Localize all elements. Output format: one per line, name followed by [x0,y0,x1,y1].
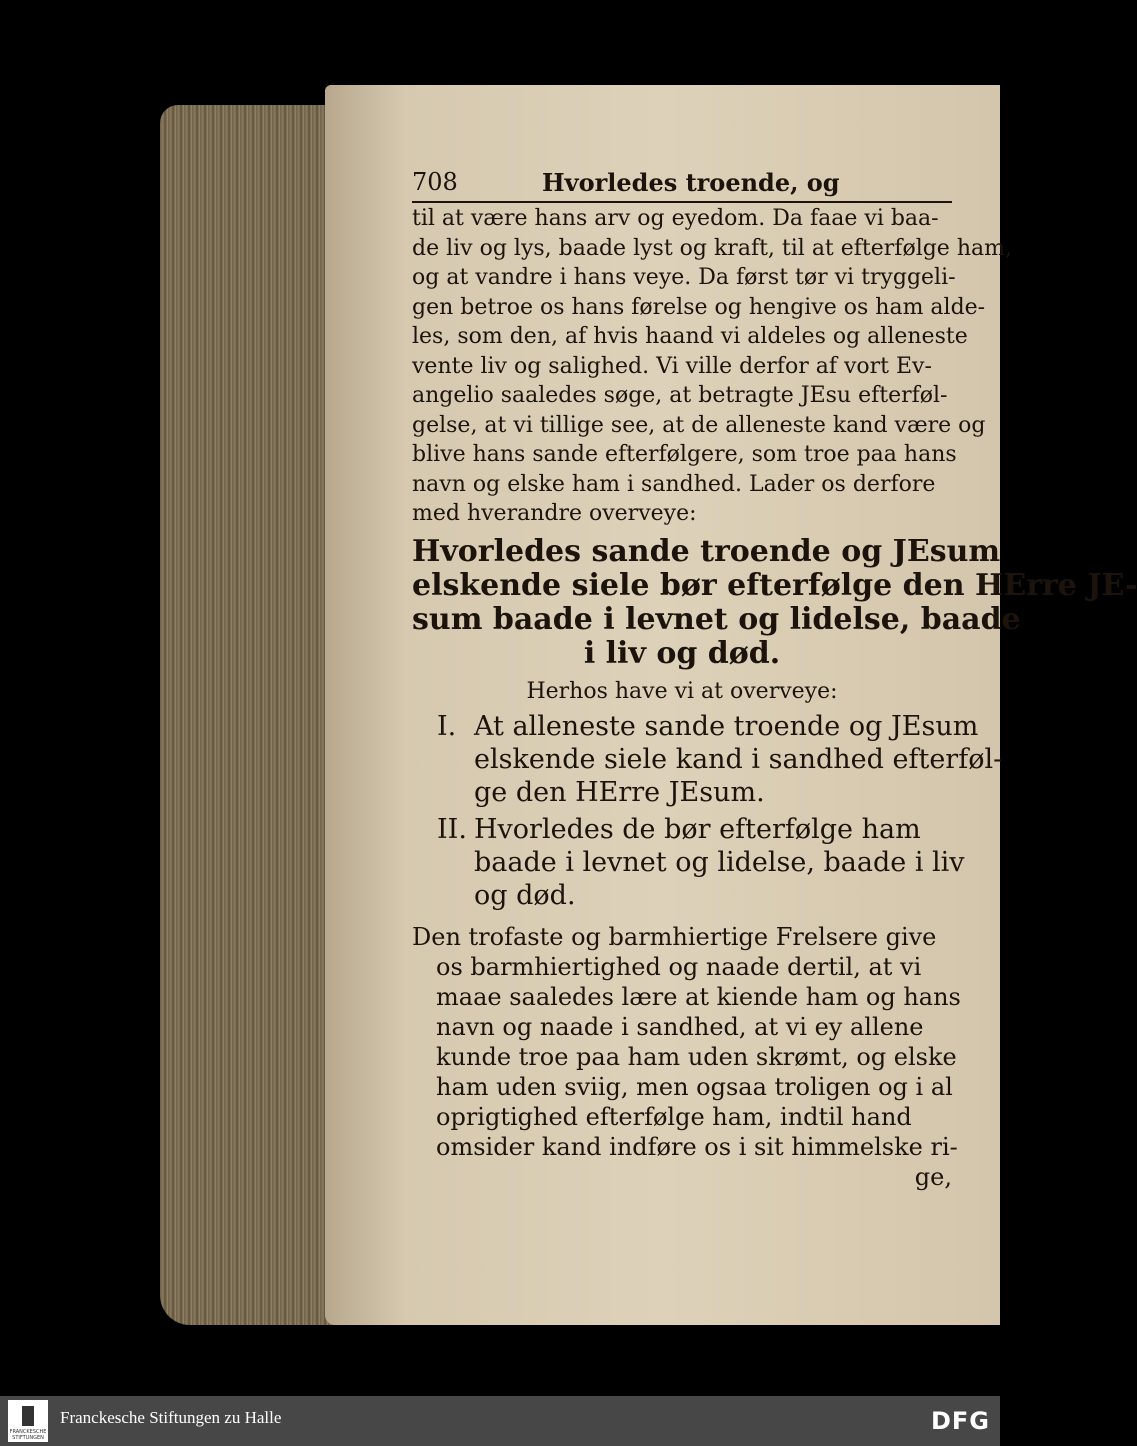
list-item [412,813,965,912]
section-heading [412,533,1137,671]
page-header [412,168,952,204]
text-line: med hverandre overveye: [412,501,697,526]
dfg-logo[interactable]: DFG [930,1407,990,1435]
institution-name[interactable]: Franckesche Stiftungen zu Halle [60,1408,282,1427]
text-line: og at vandre i hans veye. Da først tør vi tryggeli- [412,265,956,290]
text-line: vente liv og salighed. Vi ville derfor af vort Ev- [412,353,932,379]
text-line: maae saaledes lære at kiende ham og hans [436,982,961,1011]
page-number: 708 [412,168,458,196]
heading-line: elskende siele bør efterfølge den HErre JE- [412,567,1137,603]
item-line: Hvorledes de bør efterfølge ham [474,813,921,845]
item-label: I. [437,710,457,742]
institution-logo[interactable] [8,1400,48,1442]
text-line: omsider kand indføre os i sit himmelske ri- [436,1132,958,1161]
item-line: elskende siele kand i sandhed efterføl- [474,743,1003,775]
text-line: blive hans sande efterfølgere, som troe paa hans [412,442,957,467]
list-item [412,710,1003,809]
item-label: II. [437,813,467,845]
running-title: Hvorledes troende, og [542,168,840,197]
text-line: gen betroe os hans førelse og hengive os ham alde- [412,294,986,320]
item-line: baade i levnet og lidelse, baade i liv [474,846,965,878]
text-line: les, som den, af hvis haand vi aldeles og alleneste [412,324,968,349]
logo-text: FRANCKESCHE STIFTUNGEN [9,1429,47,1441]
closing-paragraph [412,922,961,1192]
heading-line: i liv og død. [583,635,781,671]
text-line: ham uden sviig, men ogsaa troligen og i al [436,1072,953,1101]
text-line: Den trofaste og barmhiertige Frelsere give [412,922,937,951]
text-line: os barmhiertighed og naade dertil, at vi [436,952,922,981]
footer-bar [0,1396,1000,1446]
subheading: Herhos have vi at overveye: [526,678,838,704]
item-line: At alleneste sande troende og JEsum [474,710,979,742]
building-icon [22,1406,34,1426]
text-line: angelio saaledes søge, at betragte JEsu efterføl- [412,383,948,408]
text-line: de liv og lys, baade lyst og kraft, til at efterfølge ham, [412,235,1012,261]
text-line: kunde troe paa ham uden skrømt, og elske [436,1042,957,1071]
text-line: oprigtighed efterfølge ham, indtil hand [436,1102,912,1131]
catchword: ge, [914,1162,952,1191]
heading-line: Hvorledes sande troende og JEsum [412,533,1001,569]
text-line: til at være hans arv og eyedom. Da faae vi baa- [412,206,939,231]
text-line: navn og elske ham i sandhed. Lader os derfore [412,471,936,497]
intro-paragraph [412,204,1012,529]
text-line: gelse, at vi tillige see, at de alleneste kand være og [412,412,986,438]
heading-line: sum baade i levnet og lidelse, baade [412,601,1021,637]
item-line: og død. [474,879,576,911]
item-line: ge den HErre JEsum. [474,776,765,808]
page-text [412,168,1137,1192]
text-line: navn og naade i sandhed, at vi ey allene [436,1012,924,1041]
header-rule [412,201,952,203]
